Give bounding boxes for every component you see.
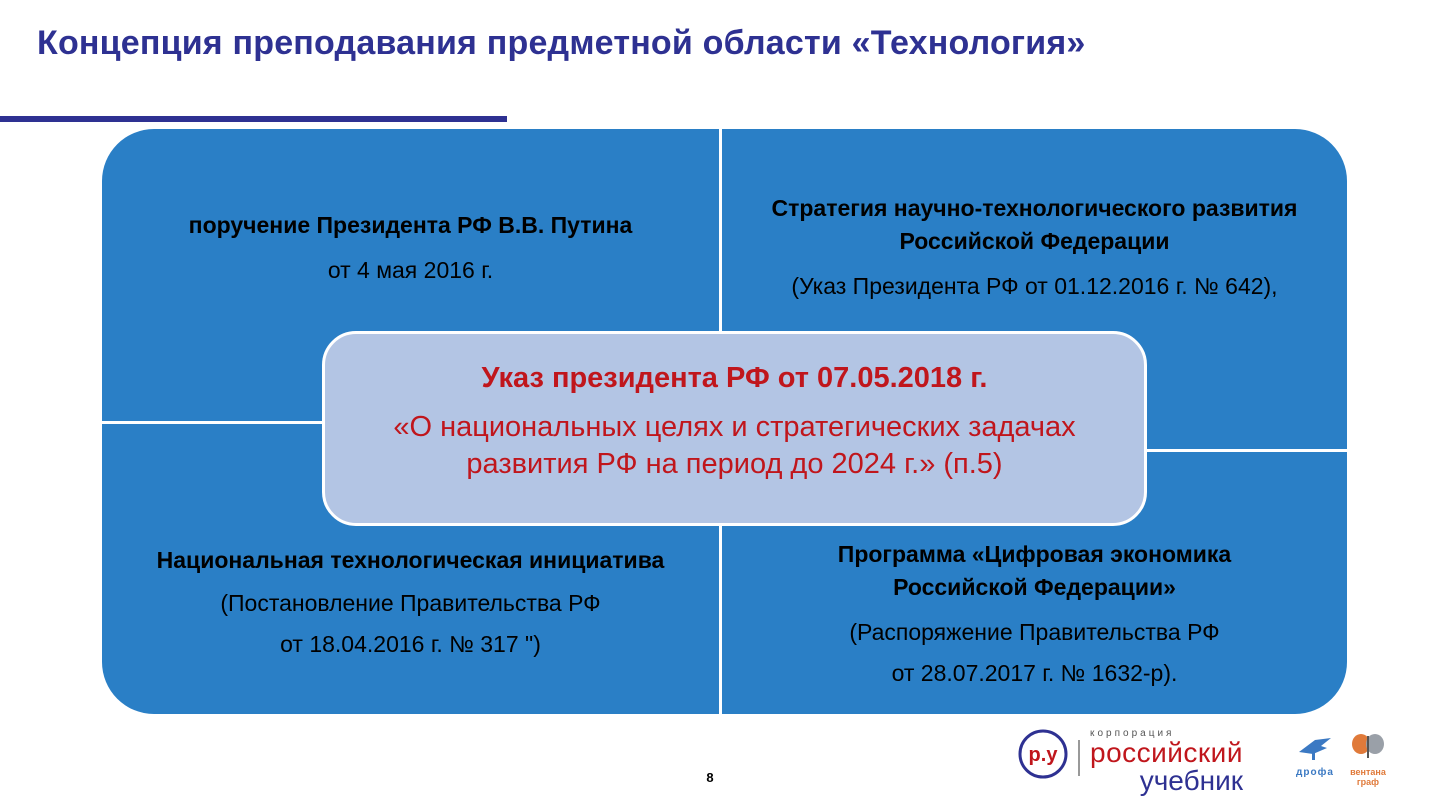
quadrant-top-left-text: от 4 мая 2016 г. (327, 257, 494, 283)
quadrant-bottom-right-text-1: (Распоряжение Правительства РФ (849, 619, 1220, 645)
ventana-label-2: граф (1356, 777, 1380, 787)
center-decree-title: Указ президента РФ от 07.05.2018 г. (481, 362, 988, 394)
ventana-logo (1348, 732, 1388, 787)
ru-logo-icon (1017, 728, 1069, 785)
quadrant-bottom-right-text-2: от 28.07.2017 г. № 1632-р). (891, 660, 1178, 686)
ventana-butterfly-icon (1350, 732, 1386, 762)
corp-line-1: российский (1090, 737, 1243, 768)
quadrant-bottom-left-text-1: (Постановление Правительства РФ (220, 590, 601, 616)
title-underline (0, 116, 507, 122)
drofa-logo (1292, 734, 1338, 778)
quadrant-top-right-text: (Указ Президента РФ от 01.12.2016 г. № 642), (791, 273, 1278, 299)
center-decree-box (322, 331, 1147, 526)
logo-separator (1078, 740, 1080, 776)
center-decree-subtitle: «О национальных целях и стратегических задачах развития РФ на период до 2024 г.» (п.5) (393, 411, 1076, 480)
quadrant-top-left-heading: поручение Президента РФ В.В. Путина (188, 212, 633, 238)
quadrant-bottom-left-text-2: от 18.04.2016 г. № 317 ") (280, 631, 541, 657)
corp-small-label: корпорация (1090, 728, 1175, 739)
ventana-label-1: вентана (1350, 767, 1386, 777)
drofa-label: дрофа (1296, 767, 1334, 778)
corp-logo-text (1090, 728, 1243, 795)
page-number: 8 (706, 770, 714, 785)
corp-line-2: учебник (1139, 765, 1243, 796)
quadrant-bottom-right-heading: Программа «Цифровая экономика Российской Федерации» (837, 541, 1232, 600)
ru-logo-mark: р.у (1028, 744, 1058, 766)
quadrant-top-right-heading: Стратегия научно-технологического развития Российской Федерации (771, 195, 1298, 254)
quadrant-bottom-left-heading: Национальная технологическая инициатива (156, 547, 665, 573)
slide-title: Концепция преподавания предметной области «Технология» (37, 24, 1086, 62)
drofa-bird-icon (1295, 734, 1335, 762)
